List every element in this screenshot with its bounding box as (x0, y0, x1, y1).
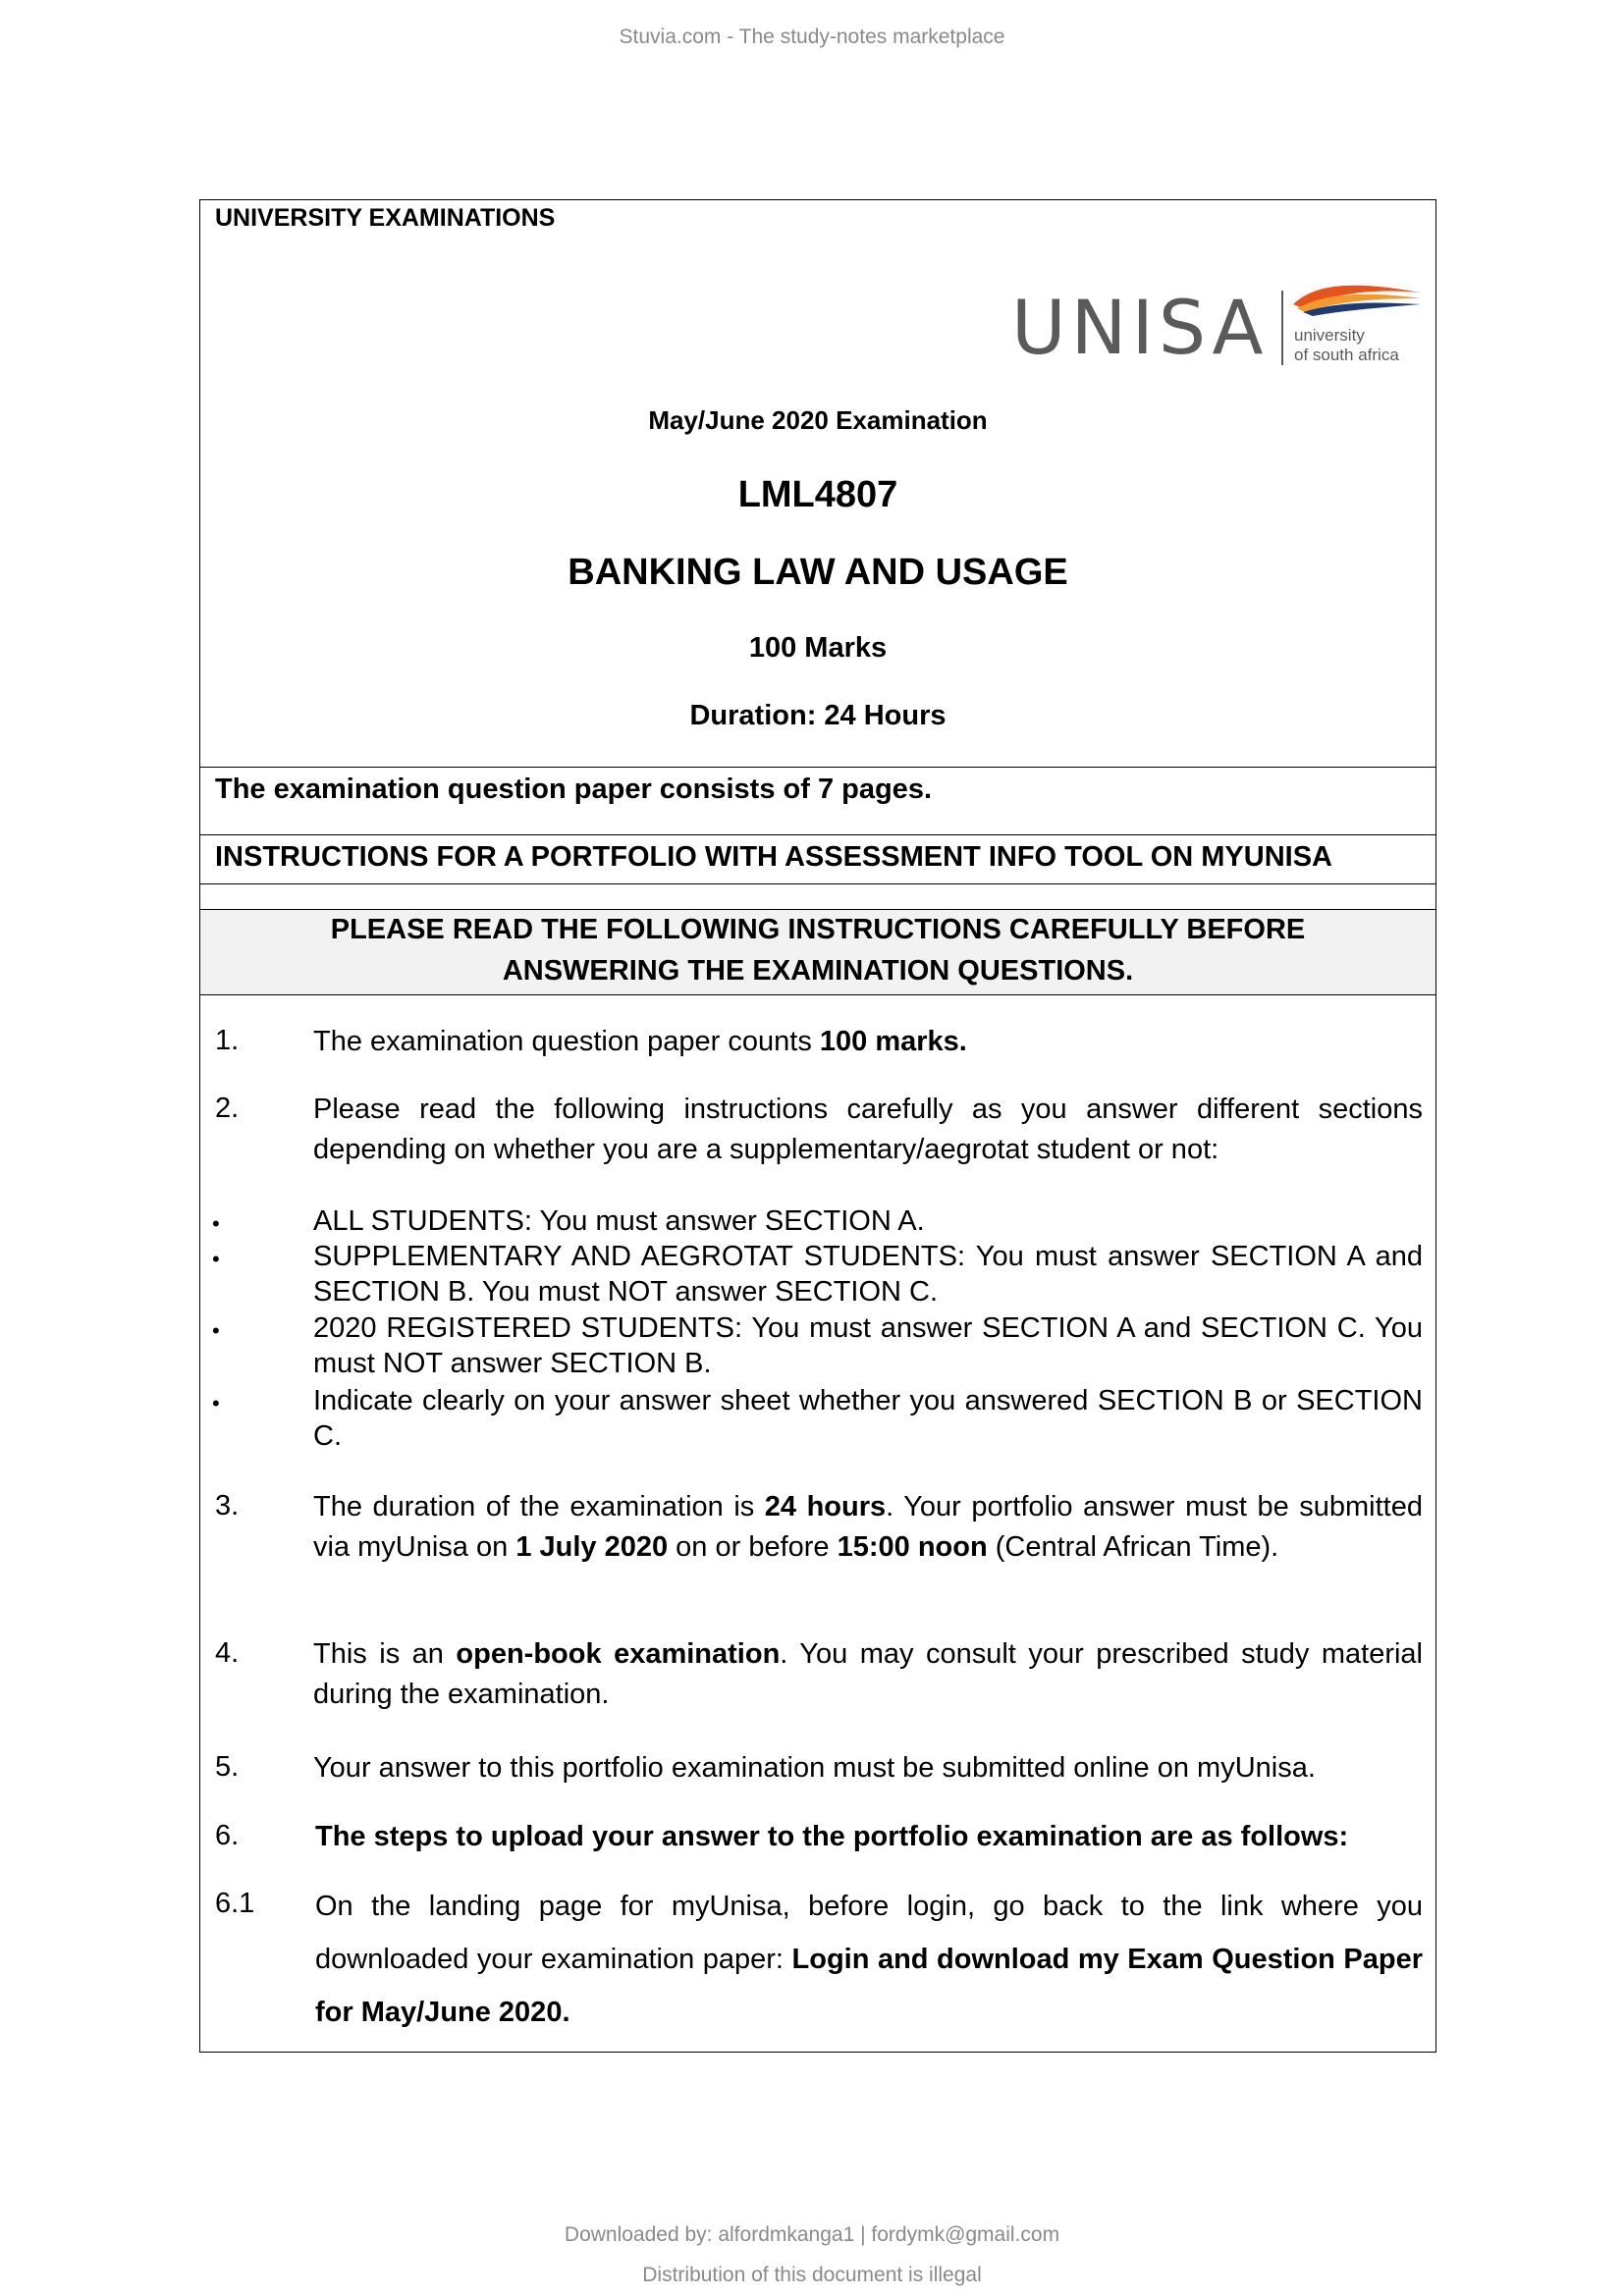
bullet-item: ALL STUDENTS: You must answer SECTION A. (313, 1205, 925, 1237)
instruction-item-2: Please read the following instructions carefully as you answer different sections depending on whether you are a supplementary/aegrotat student or not: (313, 1094, 1423, 1165)
item-number: 2. (215, 1093, 240, 1124)
total-marks: 100 Marks (748, 632, 888, 664)
logo-divider (1281, 291, 1283, 365)
distribution-watermark: Distribution of this document is illegal (642, 2264, 982, 2286)
module-code: LML4807 (737, 474, 898, 515)
bullet-icon: • (212, 1318, 220, 1343)
please-read-line1: PLEASE READ THE FOLLOWING INSTRUCTIONS CAREFULLY BEFORE (330, 914, 1306, 945)
stuvia-watermark: Stuvia.com - The study-notes marketplace (619, 26, 1005, 48)
module-title: BANKING LAW AND USAGE (568, 552, 1068, 593)
unisa-swoosh-icon (1291, 281, 1424, 320)
bullet-item: 2020 REGISTERED STUDENTS: You must answer SECTION A and SECTION C. You must NOT answer SECTION B. (313, 1312, 1423, 1379)
item-number: 6. (215, 1820, 240, 1851)
bullet-item: SUPPLEMENTARY AND AEGROTAT STUDENTS: You must answer SECTION A and SECTION B. You must NOT answer SECTION C. (313, 1241, 1423, 1308)
please-read-line2: ANSWERING THE EXAMINATION QUESTIONS. (502, 955, 1134, 987)
divider (200, 767, 1435, 768)
instruction-item-6: The steps to upload your answer to the portfolio examination are as follows: (315, 1821, 1349, 1852)
bullet-icon: • (212, 1391, 220, 1415)
instruction-item-1: The examination question paper counts 100 marks. (313, 1026, 967, 1057)
instruction-item-4: This is an open-book examination. You may consult your prescribed study material during the examination. (313, 1638, 1423, 1710)
university-examinations-label: UNIVERSITY EXAMINATIONS (215, 204, 556, 232)
logo-tagline-south-africa: of south africa (1294, 346, 1399, 364)
divider (200, 834, 1435, 835)
exam-duration: Duration: 24 Hours (689, 700, 947, 731)
please-read-band (200, 910, 1435, 994)
unisa-logo (1011, 279, 1424, 377)
item-number: 5. (215, 1751, 240, 1783)
bullet-icon: • (212, 1247, 220, 1271)
pages-note: The examination question paper consists of 7 pages. (215, 774, 932, 805)
instruction-item-5: Your answer to this portfolio examination must be submitted online on myUnisa. (313, 1752, 1316, 1784)
downloaded-by-watermark: Downloaded by: alfordmkanga1 | fordymk@gmail.com (564, 2223, 1060, 2246)
item-number: 4. (215, 1637, 240, 1669)
instruction-item-3: The duration of the examination is 24 hours. Your portfolio answer must be submitted via myUnisa on 1 July 2020 on or before 15:00 noon (Central African Time). (313, 1491, 1423, 1563)
item-number: 1. (215, 1025, 240, 1056)
divider (200, 994, 1435, 995)
exam-session: May/June 2020 Examination (648, 405, 988, 435)
item-number: 3. (215, 1490, 240, 1522)
unisa-wordmark: UNISA (1011, 284, 1269, 371)
bullet-item: Indicate clearly on your answer sheet whether you answered SECTION B or SECTION C. (313, 1385, 1423, 1452)
bullet-icon: • (212, 1211, 220, 1236)
instructions-heading: INSTRUCTIONS FOR A PORTFOLIO WITH ASSESSMENT INFO TOOL ON MYUNISA (215, 841, 1332, 873)
instruction-item-6-1: On the landing page for myUnisa, before login, go back to the link where you downloaded your examination paper: Login and download my Exam Question Paper for May/June 2020. (315, 1891, 1423, 2028)
logo-tagline-university: university (1294, 326, 1365, 345)
item-number: 6.1 (215, 1888, 255, 1919)
exam-cover-frame (199, 199, 1436, 2053)
divider (200, 883, 1435, 884)
